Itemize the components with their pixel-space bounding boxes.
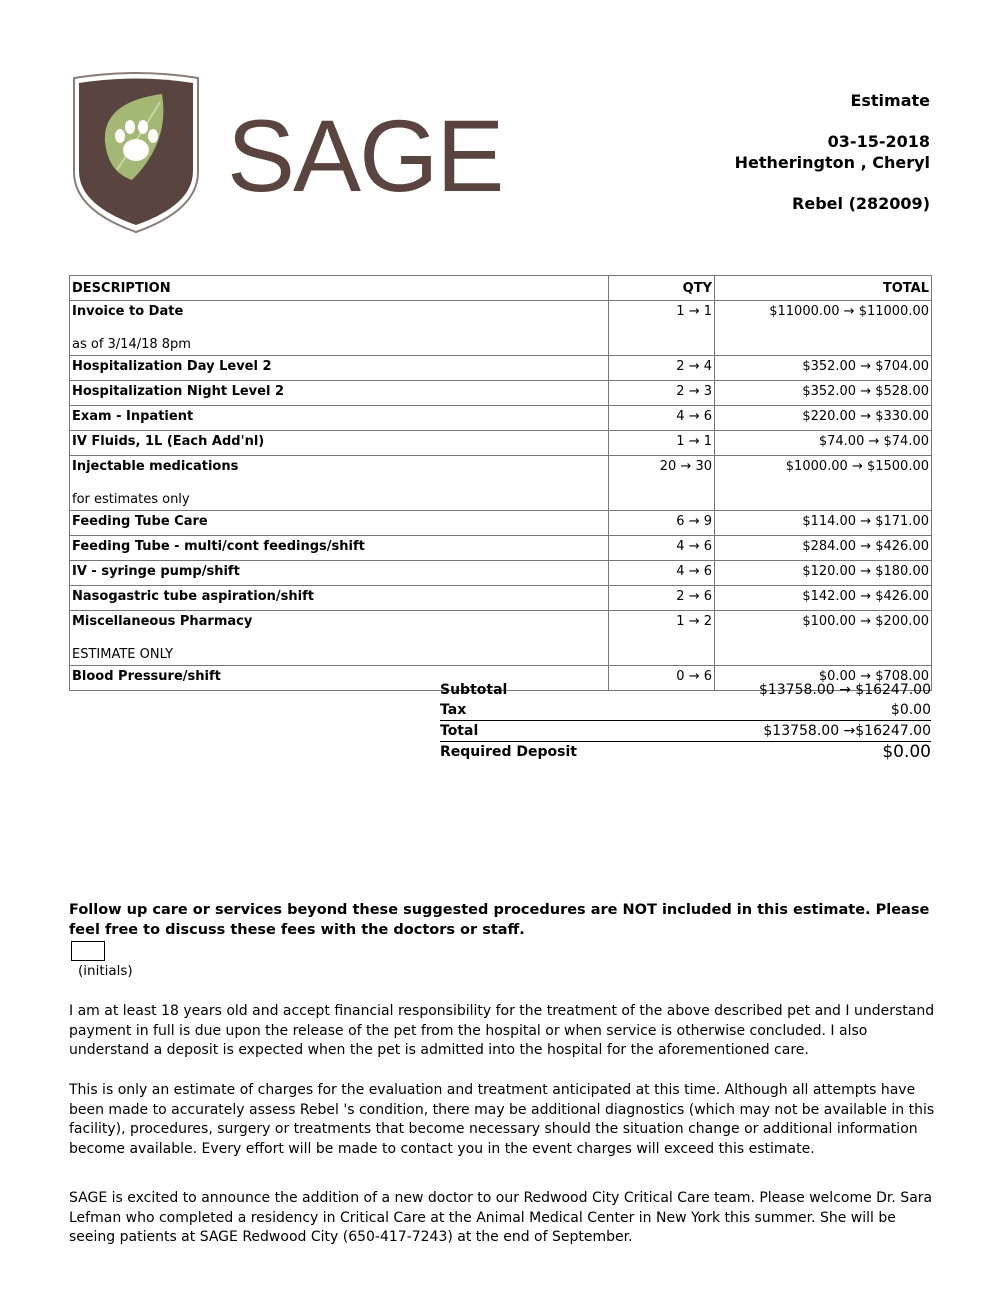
item-qty: 0 → 6 (609, 666, 715, 691)
item-note: as of 3/14/18 8pm (72, 337, 191, 352)
table-row (70, 561, 932, 586)
item-description (70, 381, 609, 406)
item-qty: 4 → 6 (609, 536, 715, 561)
total-row (440, 720, 931, 742)
estimate-date: 03-15-2018 (827, 132, 930, 151)
item-name: Invoice to Date (72, 304, 184, 319)
item-total: $114.00 → $171.00 (715, 511, 932, 536)
sage-logo (72, 72, 512, 236)
item-note: for estimates only (72, 492, 190, 507)
table-row (70, 586, 932, 611)
item-qty: 2 → 4 (609, 356, 715, 381)
item-total: $74.00 → $74.00 (715, 431, 932, 456)
tax-label: Tax (440, 702, 467, 718)
deposit-value: $0.00 (882, 742, 931, 762)
table-row (70, 431, 932, 456)
item-description (70, 511, 609, 536)
item-name: Feeding Tube - multi/cont feedings/shift (72, 539, 365, 554)
total-value: $13758.00 →$16247.00 (763, 723, 931, 739)
item-name: Nasogastric tube aspiration/shift (72, 589, 314, 604)
item-total: $11000.00 → $11000.00 (715, 301, 932, 356)
table-row (70, 611, 932, 666)
totals-block (440, 680, 931, 762)
item-name: IV - syringe pump/shift (72, 564, 240, 579)
estimate-table (69, 275, 932, 691)
item-total: $142.00 → $426.00 (715, 586, 932, 611)
item-description (70, 561, 609, 586)
item-qty: 2 → 6 (609, 586, 715, 611)
item-total: $352.00 → $528.00 (715, 381, 932, 406)
table-row (70, 381, 932, 406)
item-qty: 1 → 1 (609, 301, 715, 356)
item-note: ESTIMATE ONLY (72, 647, 174, 662)
patient-name: Rebel (282009) (792, 194, 930, 213)
item-qty: 1 → 1 (609, 431, 715, 456)
item-qty: 6 → 9 (609, 511, 715, 536)
document-type: Estimate (850, 91, 930, 110)
item-total: $352.00 → $704.00 (715, 356, 932, 381)
subtotal-row (440, 680, 931, 700)
item-name: Feeding Tube Care (72, 514, 208, 529)
subtotal-label: Subtotal (440, 682, 508, 698)
item-description (70, 356, 609, 381)
initials-label: (initials) (78, 963, 133, 979)
item-total: $100.00 → $200.00 (715, 611, 932, 666)
item-description (70, 611, 609, 666)
col-total: TOTAL (715, 276, 932, 301)
item-name: IV Fluids, 1L (Each Add'nl) (72, 434, 265, 449)
item-name: Hospitalization Day Level 2 (72, 359, 272, 374)
item-qty: 20 → 30 (609, 456, 715, 511)
item-qty: 4 → 6 (609, 561, 715, 586)
col-description: DESCRIPTION (70, 276, 609, 301)
table-header-row (70, 276, 932, 301)
deposit-row (440, 742, 931, 762)
item-name: Miscellaneous Pharmacy (72, 614, 253, 629)
table-row (70, 301, 932, 356)
item-description (70, 301, 609, 356)
follow-up-notice: Follow up care or services beyond these suggested procedures are NOT included in this estimate. Please feel free to discuss these fees with the doctors or staff. (69, 902, 930, 938)
item-name: Injectable medications (72, 459, 239, 474)
item-total: $120.00 → $180.00 (715, 561, 932, 586)
item-qty: 4 → 6 (609, 406, 715, 431)
table-row (70, 356, 932, 381)
item-total: $1000.00 → $1500.00 (715, 456, 932, 511)
item-qty: 2 → 3 (609, 381, 715, 406)
item-name: Hospitalization Night Level 2 (72, 384, 284, 399)
item-description (70, 456, 609, 511)
item-description (70, 431, 609, 456)
item-name: Blood Pressure/shift (72, 669, 221, 684)
tax-row (440, 700, 931, 720)
item-description (70, 406, 609, 431)
table-row (70, 456, 932, 511)
initials-box[interactable] (71, 941, 105, 961)
col-qty: QTY (609, 276, 715, 301)
item-total: $220.00 → $330.00 (715, 406, 932, 431)
table-row (70, 536, 932, 561)
item-total: $284.00 → $426.00 (715, 536, 932, 561)
table-row (70, 511, 932, 536)
total-label: Total (440, 723, 479, 739)
responsibility-paragraph: I am at least 18 years old and accept financial responsibility for the treatment of the above described pet and I understand payment in full is due upon the release of the pet from the hospital or when service is otherwise concluded. I also understand a deposit is expected when the pet is admitted into the hospital for the aforementioned care. (69, 1003, 935, 1058)
item-qty: 1 → 2 (609, 611, 715, 666)
subtotal-value: $13758.00 → $16247.00 (758, 682, 931, 698)
deposit-label: Required Deposit (440, 744, 577, 760)
client-name: Hetherington , Cheryl (734, 153, 930, 172)
announcement-paragraph: SAGE is excited to announce the addition of a new doctor to our Redwood City Critical Care team. Please welcome Dr. Sara Lefman who completed a residency in Critical Care at the Animal Medical Center in New York this summer. She will be seeing patients at SAGE Redwood City (650-417-7243) at the end of September. (69, 1190, 933, 1245)
estimate-disclaimer-paragraph: This is only an estimate of charges for the evaluation and treatment anticipated at this time. Although all attempts have been made to accurately assess Rebel 's condition, there may be additional diagnostics (which may not be available in this facility), procedures, surgery or treatments that become necessary should the situation change or additional information become available. Every effort will be made to contact you in the event charges will exceed this estimate. (69, 1082, 935, 1157)
logo-wordmark: SAGE (227, 99, 503, 213)
table-row (70, 406, 932, 431)
estimate-header (735, 90, 930, 214)
item-description (70, 586, 609, 611)
tax-value: $0.00 (890, 702, 931, 718)
item-name: Exam - Inpatient (72, 409, 194, 424)
item-description (70, 536, 609, 561)
item-total: $0.00 → $708.00 (715, 666, 932, 691)
